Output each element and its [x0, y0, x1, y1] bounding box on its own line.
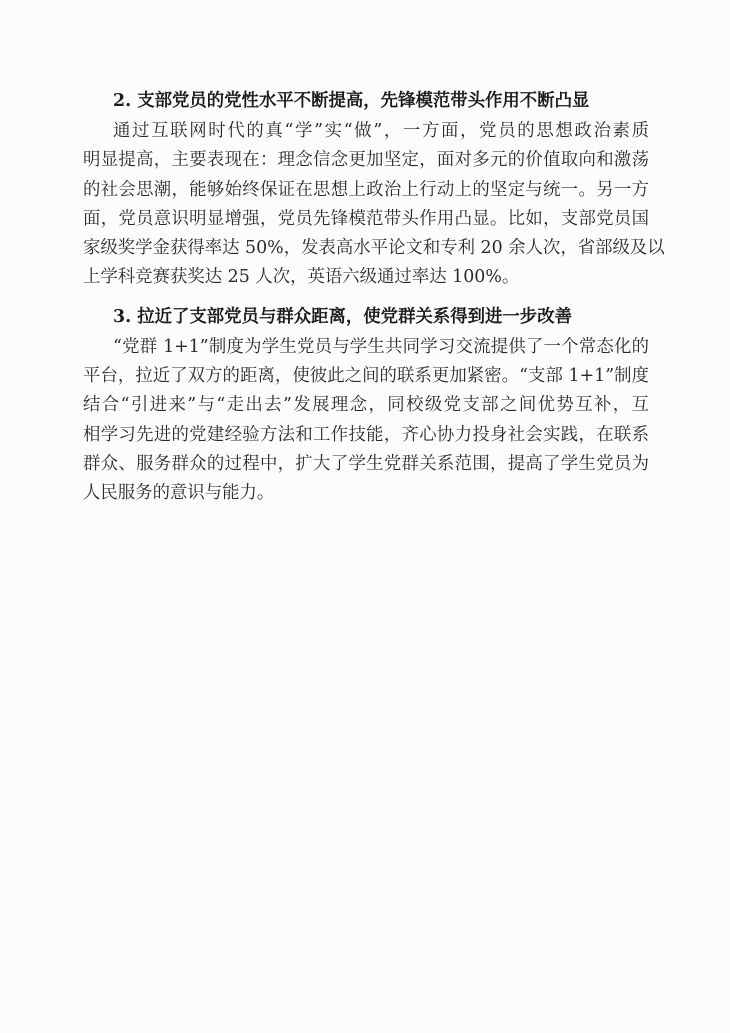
paragraph-line: 结合“引进来”与“走出去”发展理念，同校级党支部之间优势互补，互 [83, 395, 649, 416]
paragraph-line: 上学科竞赛获奖达 25 人次，英语六级通过率达 100%。 [83, 267, 520, 288]
paragraph-line: 家级奖学金获得率达 50%，发表高水平论文和专利 20 余人次，省部级及以 [83, 238, 665, 259]
paragraph-line: 人民服务的意识与能力。 [83, 483, 275, 504]
section-3-heading: 3. 拉近了支部党员与群众距离，使党群关系得到进一步改善 [113, 306, 572, 327]
document-page [83, 86, 665, 509]
paragraph-line: 面，党员意识明显增强，党员先锋模范带头作用凸显。比如，支部党员国 [83, 208, 649, 229]
section-2-paragraph [83, 117, 665, 293]
paragraph-line: 平台，拉近了双方的距离，使彼此之间的联系更加紧密。“支部 1+1”制度 [83, 366, 649, 387]
section-3-paragraph [83, 333, 649, 509]
paragraph-line: 明显提高，主要表现在：理念信念更加坚定，面对多元的价值取向和激荡 [83, 150, 649, 171]
section-2-heading: 2. 支部党员的党性水平不断提高，先锋模范带头作用不断凸显 [113, 91, 590, 111]
paragraph-line: 的社会思潮，能够始终保证在思想上政治上行动上的坚定与统一。另一方 [83, 179, 649, 200]
paragraph-line: “党群 1+1”制度为学生党员与学生共同学习交流提供了一个常态化的 [113, 336, 649, 357]
paragraph-line: 群众、服务群众的过程中，扩大了学生党群关系范围，提高了学生党员为 [83, 453, 649, 474]
paragraph-line: 相学习先进的党建经验方法和工作技能，齐心协力投身社会实践，在联系 [83, 424, 649, 445]
paragraph-line: 通过互联网时代的真“学”实“做”，一方面，党员的思想政治素质 [113, 121, 649, 141]
